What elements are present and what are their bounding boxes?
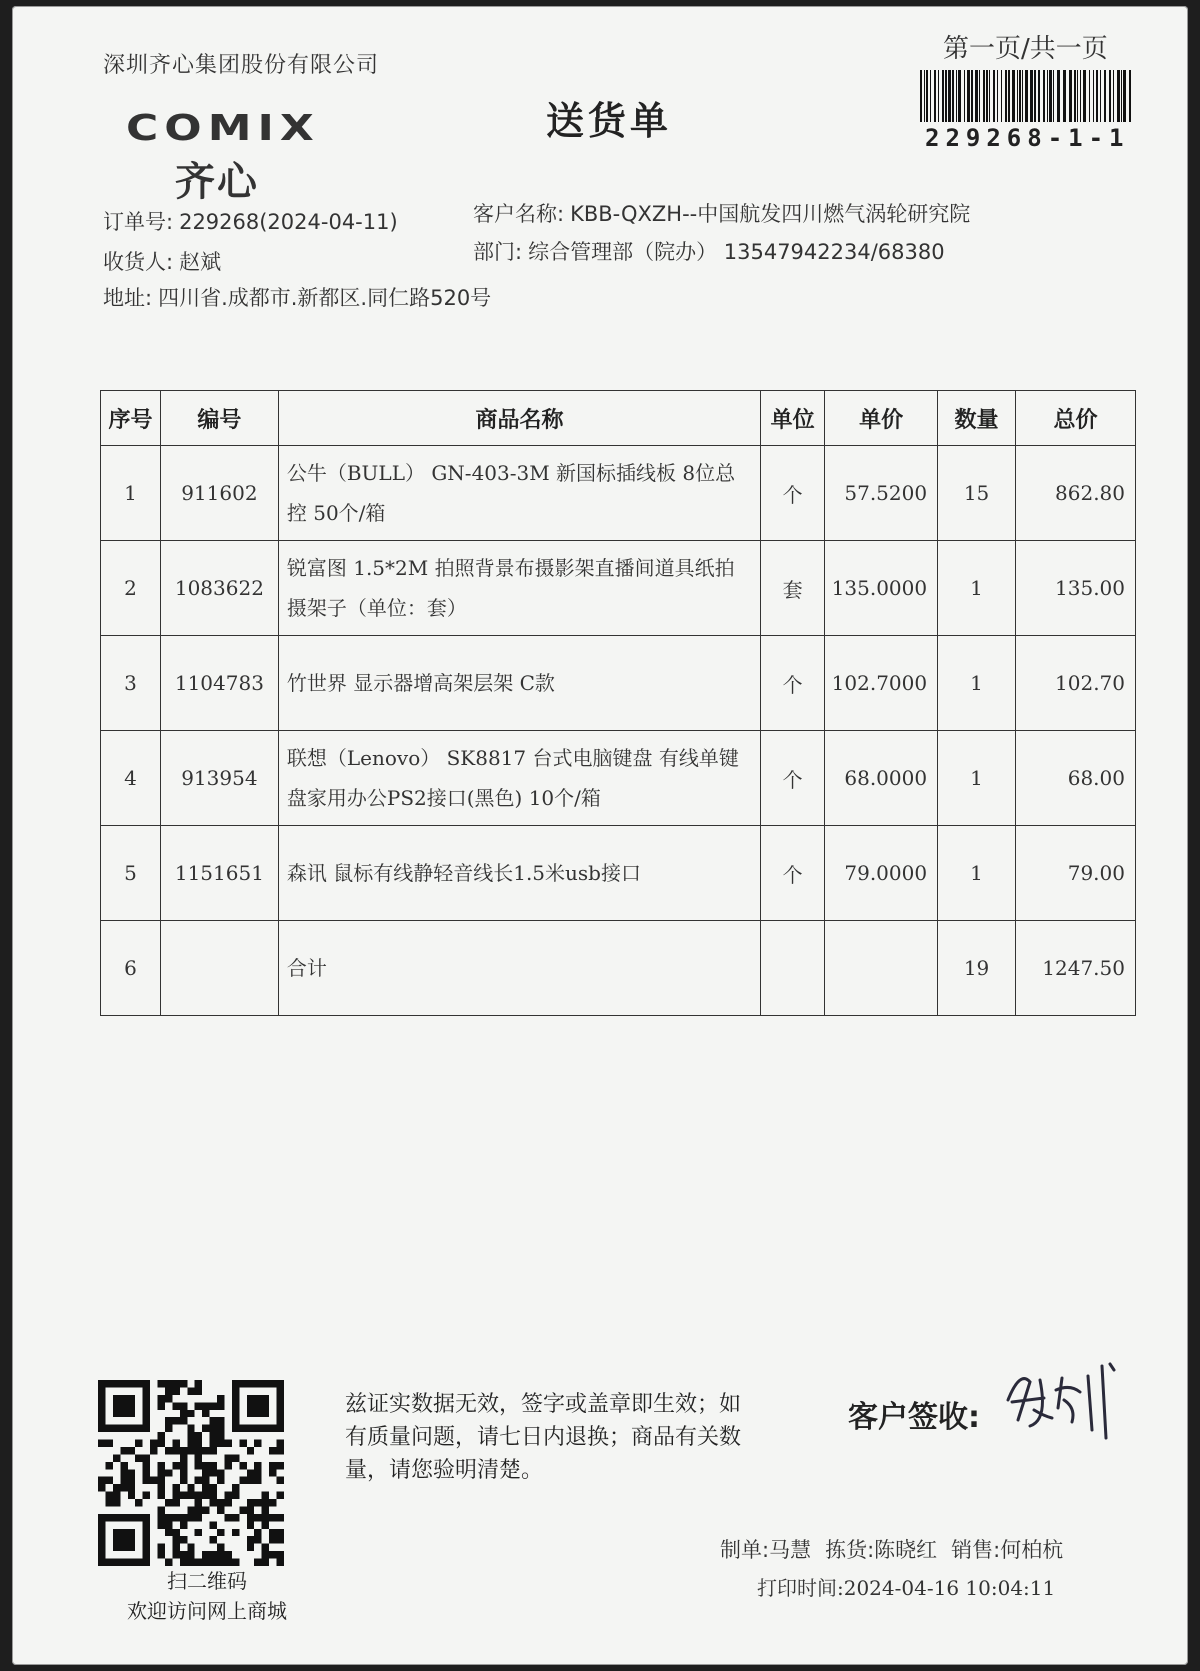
cell-price: 135.0000	[825, 541, 938, 636]
cell-total: 862.80	[1016, 446, 1136, 541]
notice-text: 兹证实数据无效，签字或盖章即生效；如有质量问题，请七日内退换；商品有关数量，请您验明清楚。	[345, 1392, 742, 1483]
qr-caption-line2: 欢迎访问网上商城	[127, 1599, 287, 1623]
column-header: 单位	[761, 391, 825, 446]
picker: 拣货:陈晓红	[825, 1538, 938, 1562]
table-header-row	[101, 391, 1136, 446]
receiver	[103, 246, 221, 276]
customer-name	[473, 198, 970, 228]
column-header: 编号	[160, 391, 278, 446]
cell-unit: 套	[761, 541, 825, 636]
department	[473, 236, 945, 266]
cell-total: 68.00	[1016, 731, 1136, 826]
document-title: 送货单	[546, 99, 673, 143]
barcode-number: 229268-1-1	[925, 124, 1130, 152]
cell-code: 1104783	[160, 636, 278, 731]
cell-qty: 15	[938, 446, 1016, 541]
cell-no: 2	[101, 541, 161, 636]
address-value: 四川省.成都市.新都区.同仁路520号	[158, 286, 492, 310]
cell-qty: 1	[938, 826, 1016, 921]
cell-total: 135.00	[1016, 541, 1136, 636]
cell-unit: 个	[761, 636, 825, 731]
table-row	[101, 636, 1136, 731]
cell-code: 1151651	[160, 826, 278, 921]
cell-no: 3	[101, 636, 161, 731]
cell-code: 911602	[160, 446, 278, 541]
company-name: 深圳齐心集团股份有限公司	[103, 53, 380, 78]
cell-name: 森讯 鼠标有线静轻音线长1.5米usb接口	[278, 826, 760, 921]
cell-price: 102.7000	[825, 636, 938, 731]
comix-logo-chinese: 齐心	[175, 159, 259, 205]
goods-table	[100, 390, 1136, 1016]
address	[103, 282, 491, 312]
handwritten-signature	[1000, 1360, 1135, 1440]
print-time: 打印时间:2024-04-16 10:04:11	[757, 1576, 1056, 1600]
cell-code: 913954	[160, 731, 278, 826]
cell-name: 公牛（BULL） GN-403-3M 新国标插线板 8位总控 50个/箱	[278, 446, 760, 541]
cell-total: 1247.50	[1016, 921, 1136, 1016]
cell-no: 4	[101, 731, 161, 826]
table-row	[101, 731, 1136, 826]
department-label: 部门:	[473, 240, 523, 264]
cell-qty: 1	[938, 541, 1016, 636]
staff-info	[720, 1534, 1077, 1564]
sales: 销售:何柏杭	[951, 1538, 1064, 1562]
column-header: 单价	[825, 391, 938, 446]
cell-price	[825, 921, 938, 1016]
table-row	[101, 541, 1136, 636]
cell-name: 合计	[278, 921, 760, 1016]
page-info: 第一页/共一页	[943, 34, 1108, 64]
maker: 制单:马慧	[720, 1538, 812, 1562]
order-number	[103, 206, 398, 236]
column-header: 数量	[938, 391, 1016, 446]
cell-price: 79.0000	[825, 826, 938, 921]
order-number-value: 229268(2024-04-11)	[179, 210, 398, 234]
cell-unit: 个	[761, 826, 825, 921]
column-header: 商品名称	[278, 391, 760, 446]
cell-unit	[761, 921, 825, 1016]
cell-unit: 个	[761, 446, 825, 541]
column-header: 总价	[1016, 391, 1136, 446]
customer-name-value: KBB-QXZH--中国航发四川燃气涡轮研究院	[570, 202, 971, 226]
cell-no: 6	[101, 921, 161, 1016]
cell-name: 竹世界 显示器增高架层架 C款	[278, 636, 760, 731]
cell-total: 102.70	[1016, 636, 1136, 731]
column-header: 序号	[101, 391, 161, 446]
cell-name: 锐富图 1.5*2M 拍照背景布摄影架直播间道具纸拍摄架子（单位：套）	[278, 541, 760, 636]
cell-code	[160, 921, 278, 1016]
cell-name: 联想（Lenovo） SK8817 台式电脑键盘 有线单键盘家用办公PS2接口(黑色) 10个/箱	[278, 731, 760, 826]
qr-code[interactable]	[98, 1380, 284, 1566]
qr-caption	[92, 1566, 322, 1626]
cell-no: 1	[101, 446, 161, 541]
cell-price: 57.5200	[825, 446, 938, 541]
receiver-label: 收货人:	[103, 250, 174, 274]
cell-code: 1083622	[160, 541, 278, 636]
cell-price: 68.0000	[825, 731, 938, 826]
comix-logo: COMIX	[126, 108, 320, 149]
customer-name-label: 客户名称:	[473, 202, 565, 226]
address-label: 地址:	[103, 286, 153, 310]
qr-caption-line1: 扫二维码	[167, 1569, 247, 1593]
table-row	[101, 826, 1136, 921]
table-row	[101, 446, 1136, 541]
department-value: 综合管理部（院办） 13547942234/68380	[528, 240, 945, 264]
order-number-label: 订单号:	[103, 210, 174, 234]
barcode	[920, 70, 1136, 122]
receiver-value: 赵斌	[179, 250, 222, 274]
cell-qty: 19	[938, 921, 1016, 1016]
cell-unit: 个	[761, 731, 825, 826]
table-total-row	[101, 921, 1136, 1016]
cell-qty: 1	[938, 731, 1016, 826]
cell-no: 5	[101, 826, 161, 921]
cell-qty: 1	[938, 636, 1016, 731]
customer-sign-label: 客户签收:	[848, 1400, 980, 1435]
cell-total: 79.00	[1016, 826, 1136, 921]
